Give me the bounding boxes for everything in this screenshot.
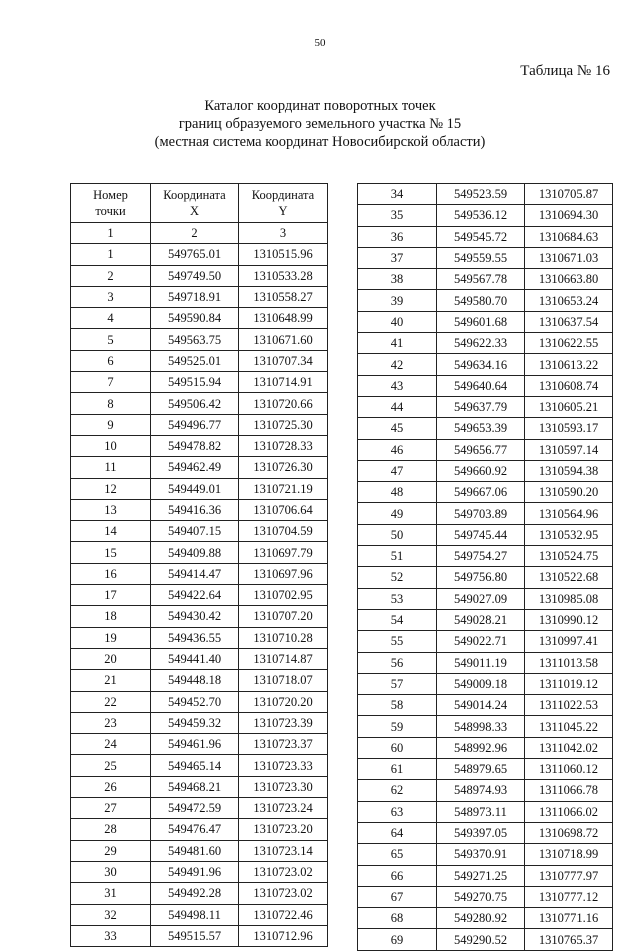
coordinate-y-cell: 1310721.19 [239, 478, 328, 499]
coordinate-x-cell: 548992.96 [437, 737, 525, 758]
coordinate-y-cell: 1310605.21 [525, 396, 613, 417]
coordinate-x-cell: 549409.88 [151, 542, 239, 563]
coordinate-y-cell: 1310723.02 [239, 861, 328, 882]
table-row [71, 819, 328, 840]
table-row [358, 226, 613, 247]
coordinate-y-cell: 1310637.54 [525, 311, 613, 332]
coordinate-x-cell: 548998.33 [437, 716, 525, 737]
coordinate-y-cell: 1311042.02 [525, 737, 613, 758]
table-row [358, 908, 613, 929]
table-row [358, 311, 613, 332]
point-number-cell: 25 [71, 755, 151, 776]
table-row [71, 393, 328, 414]
coordinate-x-cell: 549523.59 [437, 184, 525, 205]
point-number-cell: 12 [71, 478, 151, 499]
point-number-cell: 4 [71, 308, 151, 329]
point-number-cell: 6 [71, 350, 151, 371]
heading-line-2: границ образуемого земельного участка № 15 [178, 116, 462, 132]
point-number-cell: 62 [358, 780, 437, 801]
heading-line-1: Каталог координат поворотных точек [204, 98, 436, 114]
point-number-cell: 68 [358, 908, 437, 929]
coordinate-y-cell: 1310653.24 [525, 290, 613, 311]
coordinate-x-cell: 549703.89 [437, 503, 525, 524]
coordinate-x-cell: 549634.16 [437, 354, 525, 375]
point-number-cell: 54 [358, 609, 437, 630]
coordinate-y-cell: 1310564.96 [525, 503, 613, 524]
point-number-cell: 52 [358, 567, 437, 588]
point-number-cell: 42 [358, 354, 437, 375]
coordinate-x-cell: 549756.80 [437, 567, 525, 588]
table-row [71, 542, 328, 563]
point-number-cell: 31 [71, 883, 151, 904]
coordinate-x-cell: 549472.59 [151, 798, 239, 819]
point-number-cell: 16 [71, 563, 151, 584]
coordinate-x-cell: 549397.05 [437, 822, 525, 843]
point-number-cell: 36 [358, 226, 437, 247]
coordinate-y-cell: 1310777.12 [525, 886, 613, 907]
point-number-cell: 67 [358, 886, 437, 907]
coordinate-x-cell: 549452.70 [151, 691, 239, 712]
header-coordinate-y: Координата Y [239, 184, 328, 223]
table-row [71, 414, 328, 435]
coordinate-y-cell: 1310613.22 [525, 354, 613, 375]
coordinate-x-cell: 549270.75 [437, 886, 525, 907]
point-number-cell: 44 [358, 396, 437, 417]
coordinate-x-cell: 549370.91 [437, 844, 525, 865]
coordinate-x-cell: 549536.12 [437, 205, 525, 226]
point-number-cell: 7 [71, 372, 151, 393]
point-number-cell: 40 [358, 311, 437, 332]
coordinate-y-cell: 1310702.95 [239, 585, 328, 606]
table-row [71, 563, 328, 584]
coordinate-x-cell: 549009.18 [437, 673, 525, 694]
table-row [358, 333, 613, 354]
header-index-cell: 2 [151, 223, 239, 244]
coordinate-x-cell: 549476.47 [151, 819, 239, 840]
table-row [71, 286, 328, 307]
coordinate-x-cell: 549468.21 [151, 776, 239, 797]
table-row [71, 840, 328, 861]
coordinate-x-cell: 549462.49 [151, 457, 239, 478]
coordinate-x-cell: 549765.01 [151, 244, 239, 265]
table-row [71, 329, 328, 350]
table-row [358, 631, 613, 652]
coordinate-y-cell: 1311060.12 [525, 759, 613, 780]
coordinate-y-cell: 1310704.59 [239, 521, 328, 542]
coordinate-x-cell: 548973.11 [437, 801, 525, 822]
point-number-cell: 48 [358, 482, 437, 503]
coordinate-y-cell: 1311022.53 [525, 695, 613, 716]
table-row [71, 308, 328, 329]
point-number-cell: 39 [358, 290, 437, 311]
point-number-cell: 46 [358, 439, 437, 460]
point-number-cell: 64 [358, 822, 437, 843]
table-row [71, 734, 328, 755]
coordinate-x-cell: 549422.64 [151, 585, 239, 606]
coordinate-x-cell: 549622.33 [437, 333, 525, 354]
coordinate-y-cell: 1310723.14 [239, 840, 328, 861]
coordinate-x-cell: 549496.77 [151, 414, 239, 435]
header-coordinate-x: Координата X [151, 184, 239, 223]
coordinate-y-cell: 1311019.12 [525, 673, 613, 694]
coordinate-x-cell: 549745.44 [437, 524, 525, 545]
coordinate-y-cell: 1310698.72 [525, 822, 613, 843]
coordinate-y-cell: 1310706.64 [239, 499, 328, 520]
coordinate-x-cell: 549653.39 [437, 418, 525, 439]
table-row [358, 609, 613, 630]
table-row [71, 350, 328, 371]
point-number-cell: 63 [358, 801, 437, 822]
coordinate-y-cell: 1310707.34 [239, 350, 328, 371]
table-row [358, 460, 613, 481]
coordinate-x-cell: 549441.40 [151, 648, 239, 669]
coordinate-x-cell: 549559.55 [437, 247, 525, 268]
coordinate-y-cell: 1310710.28 [239, 627, 328, 648]
table-row [358, 588, 613, 609]
point-number-cell: 5 [71, 329, 151, 350]
coordinate-x-cell: 549416.36 [151, 499, 239, 520]
table-row [71, 925, 328, 946]
coordinate-y-cell: 1310723.20 [239, 819, 328, 840]
table-row [358, 759, 613, 780]
coordinate-y-cell: 1310777.97 [525, 865, 613, 886]
coordinate-y-cell: 1310608.74 [525, 375, 613, 396]
table-row [358, 801, 613, 822]
coordinate-x-cell: 549478.82 [151, 435, 239, 456]
table-row [358, 247, 613, 268]
point-number-cell: 23 [71, 712, 151, 733]
point-number-cell: 66 [358, 865, 437, 886]
table-row [358, 354, 613, 375]
coordinate-x-cell: 548974.93 [437, 780, 525, 801]
point-number-cell: 26 [71, 776, 151, 797]
table-row [358, 865, 613, 886]
header-index-cell: 3 [239, 223, 328, 244]
table-row [71, 861, 328, 882]
table-row [358, 695, 613, 716]
coordinate-x-cell: 549515.57 [151, 925, 239, 946]
coordinate-y-cell: 1310697.79 [239, 542, 328, 563]
coordinate-y-cell: 1310694.30 [525, 205, 613, 226]
table-row [71, 798, 328, 819]
point-number-cell: 60 [358, 737, 437, 758]
table-row [71, 712, 328, 733]
coordinate-y-cell: 1310532.95 [525, 524, 613, 545]
coordinate-y-cell: 1310622.55 [525, 333, 613, 354]
table-row [71, 499, 328, 520]
coordinate-y-cell: 1310590.20 [525, 482, 613, 503]
coordinate-y-cell: 1311066.02 [525, 801, 613, 822]
table-row [71, 457, 328, 478]
coordinate-x-cell: 549525.01 [151, 350, 239, 371]
point-number-cell: 17 [71, 585, 151, 606]
point-number-cell: 56 [358, 652, 437, 673]
coordinate-y-cell: 1311045.22 [525, 716, 613, 737]
table-row [71, 585, 328, 606]
point-number-cell: 24 [71, 734, 151, 755]
point-number-cell: 53 [358, 588, 437, 609]
coordinate-x-cell: 549290.52 [437, 929, 525, 950]
coordinate-x-cell: 549014.24 [437, 695, 525, 716]
coordinate-y-cell: 1310723.39 [239, 712, 328, 733]
point-number-cell: 43 [358, 375, 437, 396]
table-row [71, 883, 328, 904]
point-number-cell: 51 [358, 546, 437, 567]
table-row [358, 886, 613, 907]
table-row [71, 776, 328, 797]
coordinate-y-cell: 1310718.99 [525, 844, 613, 865]
point-number-cell: 15 [71, 542, 151, 563]
table-header-row [71, 184, 328, 223]
coordinate-y-cell: 1310705.87 [525, 184, 613, 205]
coordinate-x-cell: 549667.06 [437, 482, 525, 503]
coordinate-y-cell: 1310684.63 [525, 226, 613, 247]
point-number-cell: 37 [358, 247, 437, 268]
point-number-cell: 38 [358, 269, 437, 290]
coordinate-x-cell: 549481.60 [151, 840, 239, 861]
table-row [358, 673, 613, 694]
coordinate-y-cell: 1310997.41 [525, 631, 613, 652]
heading-line-3: (местная система координат Новосибирской области) [154, 134, 486, 150]
coordinate-x-cell: 549754.27 [437, 546, 525, 567]
table-row [71, 606, 328, 627]
point-number-cell: 8 [71, 393, 151, 414]
table-row [358, 269, 613, 290]
coordinate-y-cell: 1311066.78 [525, 780, 613, 801]
table-row [71, 372, 328, 393]
table-row [71, 691, 328, 712]
coordinate-x-cell: 549011.19 [437, 652, 525, 673]
coordinate-x-cell: 549492.28 [151, 883, 239, 904]
point-number-cell: 29 [71, 840, 151, 861]
point-number-cell: 19 [71, 627, 151, 648]
coordinate-x-cell: 549640.64 [437, 375, 525, 396]
coordinate-x-cell: 549465.14 [151, 755, 239, 776]
coordinate-y-cell: 1310593.17 [525, 418, 613, 439]
point-number-cell: 20 [71, 648, 151, 669]
coordinate-y-cell: 1310671.60 [239, 329, 328, 350]
coordinate-x-cell: 549280.92 [437, 908, 525, 929]
coordinate-y-cell: 1310720.66 [239, 393, 328, 414]
coordinate-y-cell: 1310725.30 [239, 414, 328, 435]
table-row [358, 396, 613, 417]
coordinate-x-cell: 549749.50 [151, 265, 239, 286]
table-row [358, 290, 613, 311]
coordinate-x-cell: 549563.75 [151, 329, 239, 350]
coordinate-y-cell: 1310990.12 [525, 609, 613, 630]
coordinate-x-cell: 549430.42 [151, 606, 239, 627]
coordinate-y-cell: 1310720.20 [239, 691, 328, 712]
point-number-cell: 2 [71, 265, 151, 286]
point-number-cell: 22 [71, 691, 151, 712]
coordinate-y-cell: 1311013.58 [525, 652, 613, 673]
coordinate-x-cell: 549407.15 [151, 521, 239, 542]
point-number-cell: 33 [71, 925, 151, 946]
coordinate-y-cell: 1310728.33 [239, 435, 328, 456]
coordinate-y-cell: 1310522.68 [525, 567, 613, 588]
point-number-cell: 27 [71, 798, 151, 819]
coordinate-x-cell: 549028.21 [437, 609, 525, 630]
point-number-cell: 61 [358, 759, 437, 780]
table-row [71, 244, 328, 265]
point-number-cell: 49 [358, 503, 437, 524]
table-row [71, 435, 328, 456]
coordinate-y-cell: 1310697.96 [239, 563, 328, 584]
point-number-cell: 11 [71, 457, 151, 478]
point-number-cell: 45 [358, 418, 437, 439]
coordinate-x-cell: 549601.68 [437, 311, 525, 332]
coordinate-y-cell: 1310714.91 [239, 372, 328, 393]
coordinate-y-cell: 1310712.96 [239, 925, 328, 946]
coordinate-y-cell: 1310707.20 [239, 606, 328, 627]
point-number-cell: 14 [71, 521, 151, 542]
table-row [71, 755, 328, 776]
point-number-cell: 69 [358, 929, 437, 950]
coordinate-x-cell: 549491.96 [151, 861, 239, 882]
table-row [358, 205, 613, 226]
table-row [358, 503, 613, 524]
point-number-cell: 65 [358, 844, 437, 865]
point-number-cell: 30 [71, 861, 151, 882]
coordinates-table-left [70, 183, 328, 947]
coordinate-x-cell: 549461.96 [151, 734, 239, 755]
point-number-cell: 55 [358, 631, 437, 652]
left-table-body [71, 244, 328, 947]
coordinate-x-cell: 549498.11 [151, 904, 239, 925]
coordinate-y-cell: 1310714.87 [239, 648, 328, 669]
table-row [358, 822, 613, 843]
header-index-cell: 1 [71, 223, 151, 244]
coordinate-y-cell: 1310648.99 [239, 308, 328, 329]
coordinate-y-cell: 1310597.14 [525, 439, 613, 460]
coordinate-x-cell: 549590.84 [151, 308, 239, 329]
coordinate-x-cell: 548979.65 [437, 759, 525, 780]
point-number-cell: 58 [358, 695, 437, 716]
coordinate-x-cell: 549637.79 [437, 396, 525, 417]
table-row [358, 524, 613, 545]
point-number-cell: 50 [358, 524, 437, 545]
coordinate-y-cell: 1310771.16 [525, 908, 613, 929]
coordinate-y-cell: 1310723.24 [239, 798, 328, 819]
table-row [358, 716, 613, 737]
table-row [358, 652, 613, 673]
coordinate-x-cell: 549580.70 [437, 290, 525, 311]
point-number-cell: 9 [71, 414, 151, 435]
table-row [358, 184, 613, 205]
coordinate-x-cell: 549718.91 [151, 286, 239, 307]
coordinate-x-cell: 549656.77 [437, 439, 525, 460]
header-index-row [71, 223, 328, 244]
table-row [358, 482, 613, 503]
coordinate-y-cell: 1310663.80 [525, 269, 613, 290]
coordinate-x-cell: 549515.94 [151, 372, 239, 393]
point-number-cell: 18 [71, 606, 151, 627]
point-number-cell: 10 [71, 435, 151, 456]
table-row [358, 418, 613, 439]
point-number-cell: 28 [71, 819, 151, 840]
point-number-cell: 34 [358, 184, 437, 205]
coordinate-x-cell: 549449.01 [151, 478, 239, 499]
coordinate-y-cell: 1310718.07 [239, 670, 328, 691]
table-heading [0, 97, 640, 151]
coordinates-table-right [357, 183, 613, 951]
point-number-cell: 59 [358, 716, 437, 737]
coordinate-y-cell: 1310558.27 [239, 286, 328, 307]
coordinate-x-cell: 549436.55 [151, 627, 239, 648]
point-number-cell: 1 [71, 244, 151, 265]
point-number-cell: 47 [358, 460, 437, 481]
table-label: Таблица № 16 [520, 63, 610, 79]
coordinate-x-cell: 549459.32 [151, 712, 239, 733]
table-row [71, 265, 328, 286]
point-number-cell: 13 [71, 499, 151, 520]
coordinate-y-cell: 1310723.30 [239, 776, 328, 797]
table-row [71, 478, 328, 499]
table-row [358, 375, 613, 396]
point-number-cell: 35 [358, 205, 437, 226]
table-row [358, 567, 613, 588]
coordinate-x-cell: 549022.71 [437, 631, 525, 652]
page-number: 50 [314, 37, 326, 49]
coordinate-y-cell: 1310723.02 [239, 883, 328, 904]
coordinate-x-cell: 549271.25 [437, 865, 525, 886]
table-row [71, 521, 328, 542]
header-point-number: Номер точки [71, 184, 151, 223]
table-row [71, 904, 328, 925]
table-row [71, 627, 328, 648]
table-row [358, 929, 613, 950]
coordinate-x-cell: 549545.72 [437, 226, 525, 247]
coordinate-y-cell: 1310765.37 [525, 929, 613, 950]
coordinate-y-cell: 1310722.46 [239, 904, 328, 925]
coordinate-x-cell: 549414.47 [151, 563, 239, 584]
coordinate-x-cell: 549567.78 [437, 269, 525, 290]
table-row [358, 439, 613, 460]
table-row [358, 844, 613, 865]
coordinate-y-cell: 1310515.96 [239, 244, 328, 265]
coordinate-x-cell: 549448.18 [151, 670, 239, 691]
point-number-cell: 41 [358, 333, 437, 354]
coordinate-x-cell: 549027.09 [437, 588, 525, 609]
point-number-cell: 3 [71, 286, 151, 307]
coordinate-y-cell: 1310533.28 [239, 265, 328, 286]
table-row [71, 670, 328, 691]
table-row [358, 546, 613, 567]
coordinate-y-cell: 1310723.37 [239, 734, 328, 755]
coordinate-y-cell: 1310723.33 [239, 755, 328, 776]
right-table-body [358, 184, 613, 951]
coordinate-y-cell: 1310726.30 [239, 457, 328, 478]
coordinate-y-cell: 1310671.03 [525, 247, 613, 268]
table-row [71, 648, 328, 669]
coordinate-y-cell: 1310985.08 [525, 588, 613, 609]
coordinate-x-cell: 549660.92 [437, 460, 525, 481]
table-row [358, 780, 613, 801]
point-number-cell: 57 [358, 673, 437, 694]
table-row [358, 737, 613, 758]
point-number-cell: 32 [71, 904, 151, 925]
point-number-cell: 21 [71, 670, 151, 691]
coordinate-x-cell: 549506.42 [151, 393, 239, 414]
coordinate-y-cell: 1310594.38 [525, 460, 613, 481]
coordinate-y-cell: 1310524.75 [525, 546, 613, 567]
